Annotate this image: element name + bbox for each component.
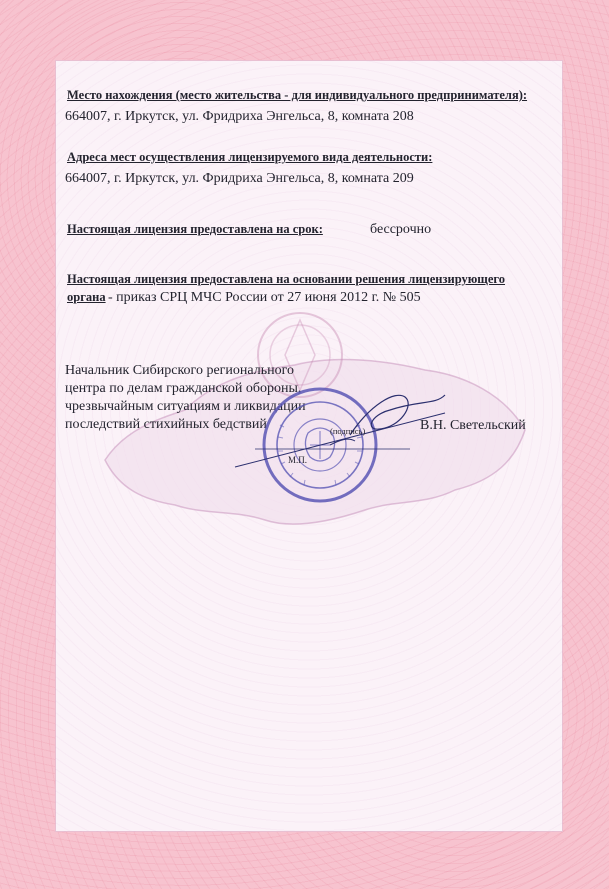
basis-label-line1: Настоящая лицензия предоставлена на основании решения лицензирующего <box>67 272 506 286</box>
location-label: Место нахождения (место жительства - для индивидуального предпринимателя): <box>67 88 528 102</box>
signer-title-line4: последствий стихийных бедствий <box>65 417 267 432</box>
basis-label-line2: органа <box>67 290 106 304</box>
signer-title-line3: чрезвычайным ситуациям и ликвидации <box>65 399 306 414</box>
term-label: Настоящая лицензия предоставлена на срок: <box>67 222 323 236</box>
signer-title-line1: Начальник Сибирского регионального <box>65 363 294 378</box>
activity-address-value: 664007, г. Иркутск, ул. Фридриха Энгельса, 8, комната 209 <box>65 171 414 186</box>
signer-title-line2: центра по делам гражданской обороны, <box>65 381 302 396</box>
location-value: 664007, г. Иркутск, ул. Фридриха Энгельса, 8, комната 208 <box>65 109 414 124</box>
basis-value: - приказ СРЦ МЧС России от 27 июня 2012 г. № 505 <box>108 290 421 305</box>
signer-name: В.Н. Светельский <box>420 418 526 433</box>
signature-caption: (подпись) <box>330 426 366 436</box>
activity-address-label: Адреса мест осуществления лицензируемого вида деятельности: <box>67 150 433 164</box>
term-value: бессрочно <box>370 222 432 237</box>
stamp-place-label: М.П. <box>288 455 308 465</box>
